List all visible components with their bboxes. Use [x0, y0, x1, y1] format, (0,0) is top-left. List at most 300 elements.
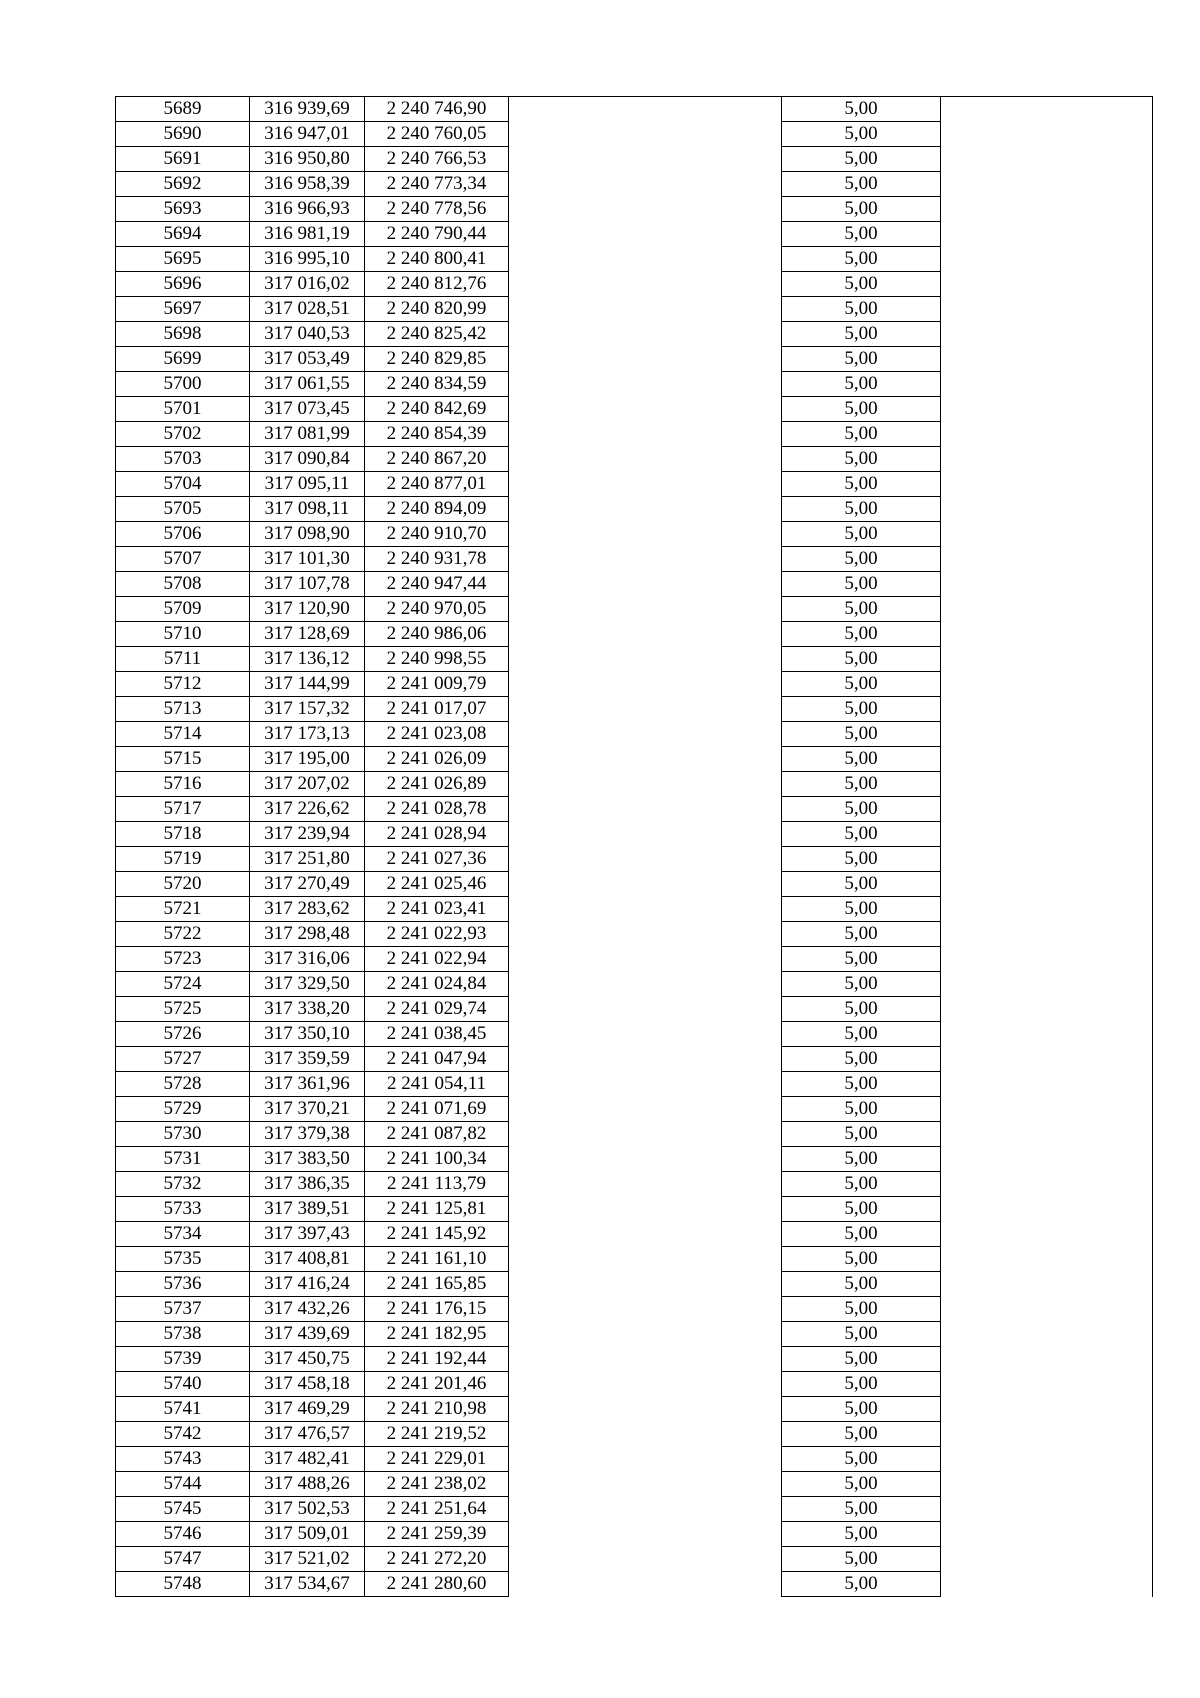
empty-cell	[941, 1197, 1153, 1222]
value-cell: 5,00	[782, 347, 941, 372]
x-coordinate-cell: 317 016,02	[250, 272, 365, 297]
y-coordinate-cell: 2 241 125,81	[365, 1197, 509, 1222]
empty-cell	[509, 497, 782, 522]
point-number-cell: 5701	[116, 397, 250, 422]
y-coordinate-cell: 2 240 947,44	[365, 572, 509, 597]
y-coordinate-cell: 2 240 931,78	[365, 547, 509, 572]
x-coordinate-cell: 317 534,67	[250, 1572, 365, 1597]
table-row	[116, 597, 1153, 622]
empty-cell	[941, 447, 1153, 472]
empty-cell	[509, 97, 782, 122]
empty-cell	[509, 397, 782, 422]
point-number-cell: 5699	[116, 347, 250, 372]
table-row	[116, 147, 1153, 172]
x-coordinate-cell: 317 251,80	[250, 847, 365, 872]
value-cell: 5,00	[782, 197, 941, 222]
value-cell: 5,00	[782, 1572, 941, 1597]
empty-cell	[941, 747, 1153, 772]
point-number-cell: 5722	[116, 922, 250, 947]
y-coordinate-cell: 2 240 790,44	[365, 222, 509, 247]
empty-cell	[941, 772, 1153, 797]
table-row	[116, 1397, 1153, 1422]
x-coordinate-cell: 317 098,90	[250, 522, 365, 547]
point-number-cell: 5690	[116, 122, 250, 147]
x-coordinate-cell: 317 469,29	[250, 1397, 365, 1422]
point-number-cell: 5743	[116, 1447, 250, 1472]
table-row	[116, 397, 1153, 422]
y-coordinate-cell: 2 241 054,11	[365, 1072, 509, 1097]
value-cell: 5,00	[782, 522, 941, 547]
y-coordinate-cell: 2 241 017,07	[365, 697, 509, 722]
point-number-cell: 5717	[116, 797, 250, 822]
empty-cell	[509, 622, 782, 647]
x-coordinate-cell: 317 098,11	[250, 497, 365, 522]
empty-cell	[509, 1547, 782, 1572]
value-cell: 5,00	[782, 622, 941, 647]
x-coordinate-cell: 317 207,02	[250, 772, 365, 797]
empty-cell	[509, 947, 782, 972]
y-coordinate-cell: 2 241 025,46	[365, 872, 509, 897]
empty-cell	[941, 97, 1153, 122]
empty-cell	[941, 1572, 1153, 1597]
table-row	[116, 872, 1153, 897]
x-coordinate-cell: 317 509,01	[250, 1522, 365, 1547]
point-number-cell: 5694	[116, 222, 250, 247]
x-coordinate-cell: 317 338,20	[250, 997, 365, 1022]
y-coordinate-cell: 2 241 251,64	[365, 1497, 509, 1522]
y-coordinate-cell: 2 241 071,69	[365, 1097, 509, 1122]
x-coordinate-cell: 317 450,75	[250, 1347, 365, 1372]
table-row	[116, 1322, 1153, 1347]
table-row	[116, 997, 1153, 1022]
table-row	[116, 972, 1153, 997]
point-number-cell: 5705	[116, 497, 250, 522]
point-number-cell: 5706	[116, 522, 250, 547]
y-coordinate-cell: 2 241 026,09	[365, 747, 509, 772]
table-row	[116, 697, 1153, 722]
x-coordinate-cell: 316 981,19	[250, 222, 365, 247]
table-row	[116, 647, 1153, 672]
table-row	[116, 572, 1153, 597]
x-coordinate-cell: 317 270,49	[250, 872, 365, 897]
empty-cell	[509, 322, 782, 347]
point-number-cell: 5745	[116, 1497, 250, 1522]
empty-cell	[509, 1347, 782, 1372]
empty-cell	[509, 1097, 782, 1122]
x-coordinate-cell: 317 370,21	[250, 1097, 365, 1122]
point-number-cell: 5729	[116, 1097, 250, 1122]
point-number-cell: 5721	[116, 897, 250, 922]
point-number-cell: 5702	[116, 422, 250, 447]
y-coordinate-cell: 2 241 210,98	[365, 1397, 509, 1422]
x-coordinate-cell: 317 416,24	[250, 1272, 365, 1297]
value-cell: 5,00	[782, 1072, 941, 1097]
value-cell: 5,00	[782, 1497, 941, 1522]
value-cell: 5,00	[782, 997, 941, 1022]
x-coordinate-cell: 317 226,62	[250, 797, 365, 822]
empty-cell	[509, 672, 782, 697]
empty-cell	[941, 872, 1153, 897]
value-cell: 5,00	[782, 497, 941, 522]
point-number-cell: 5741	[116, 1397, 250, 1422]
y-coordinate-cell: 2 240 842,69	[365, 397, 509, 422]
point-number-cell: 5725	[116, 997, 250, 1022]
table-row	[116, 1247, 1153, 1272]
table-row	[116, 422, 1153, 447]
value-cell: 5,00	[782, 1422, 941, 1447]
point-number-cell: 5737	[116, 1297, 250, 1322]
x-coordinate-cell: 317 195,00	[250, 747, 365, 772]
empty-cell	[509, 472, 782, 497]
empty-cell	[509, 122, 782, 147]
value-cell: 5,00	[782, 572, 941, 597]
empty-cell	[941, 897, 1153, 922]
point-number-cell: 5724	[116, 972, 250, 997]
y-coordinate-cell: 2 241 182,95	[365, 1322, 509, 1347]
value-cell: 5,00	[782, 297, 941, 322]
point-number-cell: 5713	[116, 697, 250, 722]
y-coordinate-cell: 2 241 100,34	[365, 1147, 509, 1172]
table-row	[116, 1347, 1153, 1372]
empty-cell	[509, 197, 782, 222]
x-coordinate-cell: 317 389,51	[250, 1197, 365, 1222]
x-coordinate-cell: 317 157,32	[250, 697, 365, 722]
point-number-cell: 5723	[116, 947, 250, 972]
table-row	[116, 1222, 1153, 1247]
empty-cell	[941, 1322, 1153, 1347]
table-row	[116, 297, 1153, 322]
y-coordinate-cell: 2 240 746,90	[365, 97, 509, 122]
y-coordinate-cell: 2 241 161,10	[365, 1247, 509, 1272]
empty-cell	[941, 322, 1153, 347]
empty-cell	[941, 572, 1153, 597]
table-row	[116, 897, 1153, 922]
x-coordinate-cell: 317 081,99	[250, 422, 365, 447]
point-number-cell: 5696	[116, 272, 250, 297]
x-coordinate-cell: 317 521,02	[250, 1547, 365, 1572]
value-cell: 5,00	[782, 147, 941, 172]
y-coordinate-cell: 2 240 998,55	[365, 647, 509, 672]
empty-cell	[509, 697, 782, 722]
value-cell: 5,00	[782, 1022, 941, 1047]
table-row	[116, 472, 1153, 497]
table-row	[116, 1097, 1153, 1122]
table-row	[116, 772, 1153, 797]
y-coordinate-cell: 2 241 024,84	[365, 972, 509, 997]
x-coordinate-cell: 317 040,53	[250, 322, 365, 347]
y-coordinate-cell: 2 241 027,36	[365, 847, 509, 872]
table-row	[116, 322, 1153, 347]
point-number-cell: 5747	[116, 1547, 250, 1572]
empty-cell	[509, 1497, 782, 1522]
point-number-cell: 5716	[116, 772, 250, 797]
point-number-cell: 5727	[116, 1047, 250, 1072]
value-cell: 5,00	[782, 1122, 941, 1147]
empty-cell	[509, 422, 782, 447]
point-number-cell: 5710	[116, 622, 250, 647]
table-row	[116, 1547, 1153, 1572]
table-row	[116, 1272, 1153, 1297]
empty-cell	[941, 1522, 1153, 1547]
empty-cell	[509, 897, 782, 922]
table-row	[116, 1372, 1153, 1397]
empty-cell	[941, 1497, 1153, 1522]
point-number-cell: 5734	[116, 1222, 250, 1247]
value-cell: 5,00	[782, 1322, 941, 1347]
empty-cell	[509, 147, 782, 172]
empty-cell	[509, 797, 782, 822]
x-coordinate-cell: 317 120,90	[250, 597, 365, 622]
empty-cell	[941, 1372, 1153, 1397]
empty-cell	[509, 1122, 782, 1147]
empty-cell	[941, 1272, 1153, 1297]
x-coordinate-cell: 317 128,69	[250, 622, 365, 647]
empty-cell	[509, 1322, 782, 1347]
value-cell: 5,00	[782, 1247, 941, 1272]
empty-cell	[509, 172, 782, 197]
x-coordinate-cell: 316 950,80	[250, 147, 365, 172]
value-cell: 5,00	[782, 1297, 941, 1322]
empty-cell	[509, 447, 782, 472]
x-coordinate-cell: 317 439,69	[250, 1322, 365, 1347]
point-number-cell: 5698	[116, 322, 250, 347]
empty-cell	[509, 1572, 782, 1597]
point-number-cell: 5689	[116, 97, 250, 122]
value-cell: 5,00	[782, 1147, 941, 1172]
table-row	[116, 197, 1153, 222]
empty-cell	[941, 972, 1153, 997]
value-cell: 5,00	[782, 947, 941, 972]
point-number-cell: 5691	[116, 147, 250, 172]
empty-cell	[941, 272, 1153, 297]
empty-cell	[509, 847, 782, 872]
table-row	[116, 222, 1153, 247]
empty-cell	[941, 622, 1153, 647]
x-coordinate-cell: 317 329,50	[250, 972, 365, 997]
x-coordinate-cell: 317 379,38	[250, 1122, 365, 1147]
x-coordinate-cell: 316 995,10	[250, 247, 365, 272]
point-number-cell: 5697	[116, 297, 250, 322]
point-number-cell: 5719	[116, 847, 250, 872]
y-coordinate-cell: 2 240 812,76	[365, 272, 509, 297]
table-row	[116, 1572, 1153, 1597]
value-cell: 5,00	[782, 1047, 941, 1072]
value-cell: 5,00	[782, 1372, 941, 1397]
table-row	[116, 172, 1153, 197]
value-cell: 5,00	[782, 722, 941, 747]
empty-cell	[509, 647, 782, 672]
y-coordinate-cell: 2 240 854,39	[365, 422, 509, 447]
empty-cell	[509, 272, 782, 297]
point-number-cell: 5744	[116, 1472, 250, 1497]
empty-cell	[509, 1297, 782, 1322]
table-row	[116, 1147, 1153, 1172]
y-coordinate-cell: 2 241 026,89	[365, 772, 509, 797]
table-row	[116, 1122, 1153, 1147]
value-cell: 5,00	[782, 122, 941, 147]
value-cell: 5,00	[782, 797, 941, 822]
empty-cell	[509, 772, 782, 797]
table-row	[116, 847, 1153, 872]
point-number-cell: 5748	[116, 1572, 250, 1597]
empty-cell	[509, 872, 782, 897]
empty-cell	[941, 1222, 1153, 1247]
value-cell: 5,00	[782, 472, 941, 497]
empty-cell	[509, 1397, 782, 1422]
table-row	[116, 447, 1153, 472]
table-row	[116, 547, 1153, 572]
value-cell: 5,00	[782, 747, 941, 772]
y-coordinate-cell: 2 241 028,78	[365, 797, 509, 822]
table-body	[116, 97, 1153, 1597]
empty-cell	[941, 297, 1153, 322]
y-coordinate-cell: 2 241 029,74	[365, 997, 509, 1022]
table-row	[116, 1022, 1153, 1047]
empty-cell	[941, 822, 1153, 847]
empty-cell	[941, 122, 1153, 147]
value-cell: 5,00	[782, 1397, 941, 1422]
point-number-cell: 5726	[116, 1022, 250, 1047]
table-row	[116, 1472, 1153, 1497]
x-coordinate-cell: 317 239,94	[250, 822, 365, 847]
value-cell: 5,00	[782, 422, 941, 447]
value-cell: 5,00	[782, 1272, 941, 1297]
value-cell: 5,00	[782, 597, 941, 622]
empty-cell	[941, 197, 1153, 222]
empty-cell	[941, 222, 1153, 247]
value-cell: 5,00	[782, 1547, 941, 1572]
y-coordinate-cell: 2 241 023,08	[365, 722, 509, 747]
empty-cell	[941, 1147, 1153, 1172]
point-number-cell: 5714	[116, 722, 250, 747]
value-cell: 5,00	[782, 447, 941, 472]
x-coordinate-cell: 317 458,18	[250, 1372, 365, 1397]
point-number-cell: 5732	[116, 1172, 250, 1197]
empty-cell	[941, 497, 1153, 522]
table-row	[116, 947, 1153, 972]
y-coordinate-cell: 2 241 280,60	[365, 1572, 509, 1597]
x-coordinate-cell: 317 488,26	[250, 1472, 365, 1497]
point-number-cell: 5693	[116, 197, 250, 222]
empty-cell	[509, 247, 782, 272]
x-coordinate-cell: 317 090,84	[250, 447, 365, 472]
x-coordinate-cell: 317 173,13	[250, 722, 365, 747]
value-cell: 5,00	[782, 897, 941, 922]
point-number-cell: 5736	[116, 1272, 250, 1297]
value-cell: 5,00	[782, 272, 941, 297]
x-coordinate-cell: 317 316,06	[250, 947, 365, 972]
point-number-cell: 5709	[116, 597, 250, 622]
empty-cell	[941, 1172, 1153, 1197]
table-row	[116, 1447, 1153, 1472]
empty-cell	[941, 672, 1153, 697]
y-coordinate-cell: 2 240 910,70	[365, 522, 509, 547]
empty-cell	[941, 172, 1153, 197]
empty-cell	[509, 1047, 782, 1072]
empty-cell	[509, 1147, 782, 1172]
y-coordinate-cell: 2 240 986,06	[365, 622, 509, 647]
value-cell: 5,00	[782, 222, 941, 247]
point-number-cell: 5711	[116, 647, 250, 672]
value-cell: 5,00	[782, 772, 941, 797]
y-coordinate-cell: 2 241 145,92	[365, 1222, 509, 1247]
point-number-cell: 5720	[116, 872, 250, 897]
point-number-cell: 5704	[116, 472, 250, 497]
empty-cell	[941, 1047, 1153, 1072]
x-coordinate-cell: 317 432,26	[250, 1297, 365, 1322]
value-cell: 5,00	[782, 1172, 941, 1197]
empty-cell	[509, 1472, 782, 1497]
point-number-cell: 5740	[116, 1372, 250, 1397]
y-coordinate-cell: 2 241 028,94	[365, 822, 509, 847]
empty-cell	[941, 722, 1153, 747]
empty-cell	[509, 822, 782, 847]
point-number-cell: 5712	[116, 672, 250, 697]
value-cell: 5,00	[782, 247, 941, 272]
empty-cell	[509, 572, 782, 597]
y-coordinate-cell: 2 240 829,85	[365, 347, 509, 372]
y-coordinate-cell: 2 241 038,45	[365, 1022, 509, 1047]
x-coordinate-cell: 316 947,01	[250, 122, 365, 147]
y-coordinate-cell: 2 241 176,15	[365, 1297, 509, 1322]
y-coordinate-cell: 2 241 023,41	[365, 897, 509, 922]
empty-cell	[941, 1397, 1153, 1422]
table-row	[116, 622, 1153, 647]
value-cell: 5,00	[782, 872, 941, 897]
table-row	[116, 247, 1153, 272]
value-cell: 5,00	[782, 1097, 941, 1122]
x-coordinate-cell: 316 939,69	[250, 97, 365, 122]
empty-cell	[941, 1072, 1153, 1097]
table-row	[116, 747, 1153, 772]
x-coordinate-cell: 317 383,50	[250, 1147, 365, 1172]
y-coordinate-cell: 2 240 834,59	[365, 372, 509, 397]
empty-cell	[941, 1472, 1153, 1497]
value-cell: 5,00	[782, 372, 941, 397]
y-coordinate-cell: 2 240 970,05	[365, 597, 509, 622]
empty-cell	[509, 722, 782, 747]
value-cell: 5,00	[782, 172, 941, 197]
empty-cell	[509, 922, 782, 947]
table-row	[116, 97, 1153, 122]
empty-cell	[941, 1447, 1153, 1472]
empty-cell	[941, 147, 1153, 172]
empty-cell	[941, 1347, 1153, 1372]
value-cell: 5,00	[782, 672, 941, 697]
x-coordinate-cell: 317 298,48	[250, 922, 365, 947]
table-row	[116, 1297, 1153, 1322]
x-coordinate-cell: 316 958,39	[250, 172, 365, 197]
empty-cell	[941, 997, 1153, 1022]
x-coordinate-cell: 317 408,81	[250, 1247, 365, 1272]
empty-cell	[509, 1447, 782, 1472]
point-number-cell: 5707	[116, 547, 250, 572]
x-coordinate-cell: 317 073,45	[250, 397, 365, 422]
y-coordinate-cell: 2 241 165,85	[365, 1272, 509, 1297]
x-coordinate-cell: 317 476,57	[250, 1422, 365, 1447]
empty-cell	[941, 797, 1153, 822]
empty-cell	[509, 1522, 782, 1547]
table-row	[116, 797, 1153, 822]
empty-cell	[941, 597, 1153, 622]
table-row	[116, 272, 1153, 297]
y-coordinate-cell: 2 240 773,34	[365, 172, 509, 197]
value-cell: 5,00	[782, 1222, 941, 1247]
x-coordinate-cell: 317 053,49	[250, 347, 365, 372]
y-coordinate-cell: 2 240 800,41	[365, 247, 509, 272]
value-cell: 5,00	[782, 647, 941, 672]
empty-cell	[941, 522, 1153, 547]
